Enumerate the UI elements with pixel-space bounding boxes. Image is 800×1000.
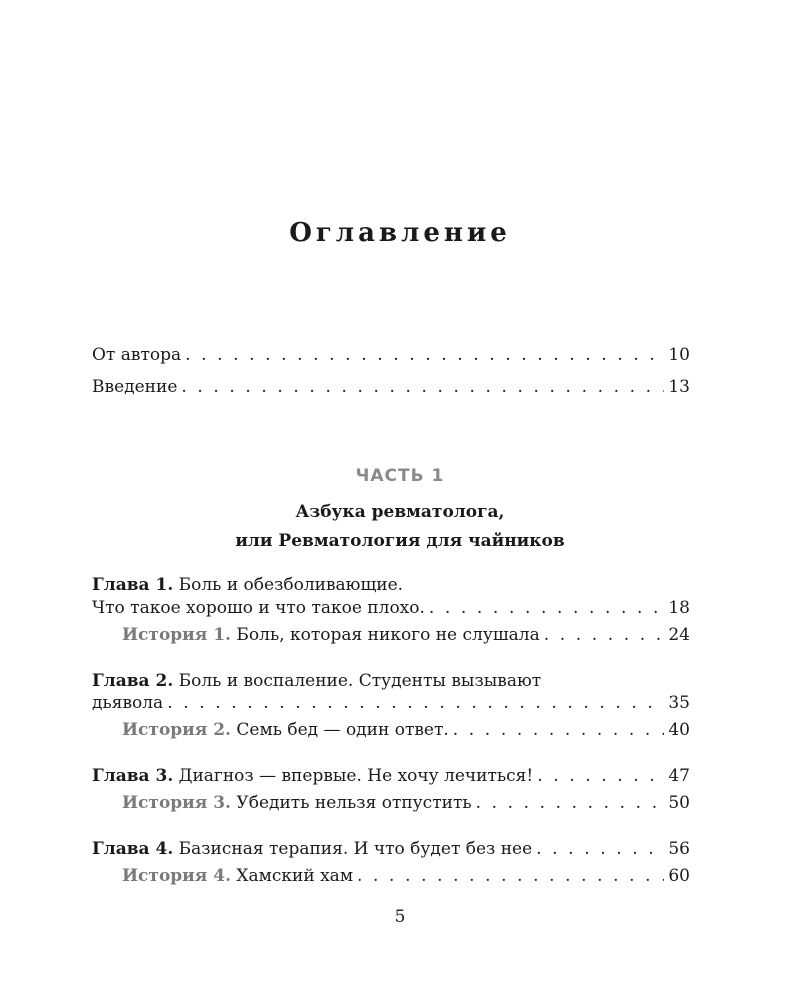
dot-leader	[544, 624, 665, 646]
story-label: История 2.	[122, 720, 232, 740]
toc-entry-introduction[interactable]	[92, 376, 690, 398]
page-number: 5	[394, 907, 406, 927]
chapter-title: Боль и обезболивающие.	[178, 575, 404, 595]
toc-entry-story-3[interactable]	[122, 792, 690, 814]
dot-leader	[357, 865, 664, 887]
toc-entry-story-4[interactable]	[122, 865, 690, 887]
chapter-2-heading	[92, 670, 541, 692]
toc-entry-page: 50	[668, 793, 690, 813]
dot-leader	[167, 692, 664, 714]
part-title-line: Азбука ревматолога,	[295, 502, 505, 522]
toc-entry-chapter-1[interactable]	[92, 597, 690, 619]
toc-entry-label: От автора	[92, 345, 182, 365]
toc-entry-label: Введение	[92, 377, 178, 397]
toc-entry-chapter-4[interactable]	[92, 838, 690, 860]
story-label: История 4.	[122, 866, 232, 886]
chapter-label: Глава 4.	[92, 839, 174, 859]
chapter-label: Глава 3.	[92, 766, 174, 786]
story-title: Боль, которая никого не слушала	[236, 625, 540, 645]
toc-entry-from-author[interactable]	[92, 344, 690, 366]
page-title: Оглавление	[289, 218, 511, 248]
dot-leader	[537, 765, 664, 787]
part-title	[0, 498, 800, 556]
dot-leader	[536, 838, 664, 860]
part-label: ЧАСТЬ 1	[355, 466, 445, 486]
chapter-1-heading	[92, 574, 403, 596]
toc-entry-page: 10	[668, 345, 690, 365]
toc-entry-page: 35	[668, 693, 690, 713]
toc-entry-page: 24	[668, 625, 690, 645]
chapter-title: Диагноз — впервые. Не хочу лечиться!	[178, 766, 534, 786]
chapter-label: Глава 2.	[92, 671, 174, 691]
part-title-line: или Ревматология для чайников	[235, 531, 565, 551]
toc-entry-page: 60	[668, 866, 690, 886]
toc-entry-page: 13	[668, 377, 690, 397]
chapter-title: Базисная терапия. И что будет без нее	[178, 839, 533, 859]
toc-entry-story-1[interactable]	[122, 624, 690, 646]
toc-entry-page: 18	[668, 598, 690, 618]
toc-entry-page: 47	[668, 766, 690, 786]
story-title: Убедить нельзя отпустить	[236, 793, 472, 813]
dot-leader	[476, 792, 665, 814]
toc-entry-chapter-3[interactable]	[92, 765, 690, 787]
story-title: Семь бед — один ответ.	[236, 720, 449, 740]
toc-entry-page: 40	[668, 720, 690, 740]
chapter-title: дьявола	[92, 693, 164, 713]
dot-leader	[453, 719, 665, 741]
story-title: Хамский хам	[236, 866, 354, 886]
chapter-title: Боль и воспаление. Студенты вызывают	[178, 671, 542, 691]
chapter-title: Что такое хорошо и что такое плохо.	[92, 598, 425, 618]
story-label: История 1.	[122, 625, 232, 645]
toc-entry-page: 56	[668, 839, 690, 859]
story-label: История 3.	[122, 793, 232, 813]
toc-entry-story-2[interactable]	[122, 719, 690, 741]
toc-entry-chapter-2[interactable]	[92, 692, 690, 714]
dot-leader	[181, 376, 664, 398]
chapter-label: Глава 1.	[92, 575, 174, 595]
dot-leader	[185, 344, 664, 366]
dot-leader	[429, 597, 664, 619]
